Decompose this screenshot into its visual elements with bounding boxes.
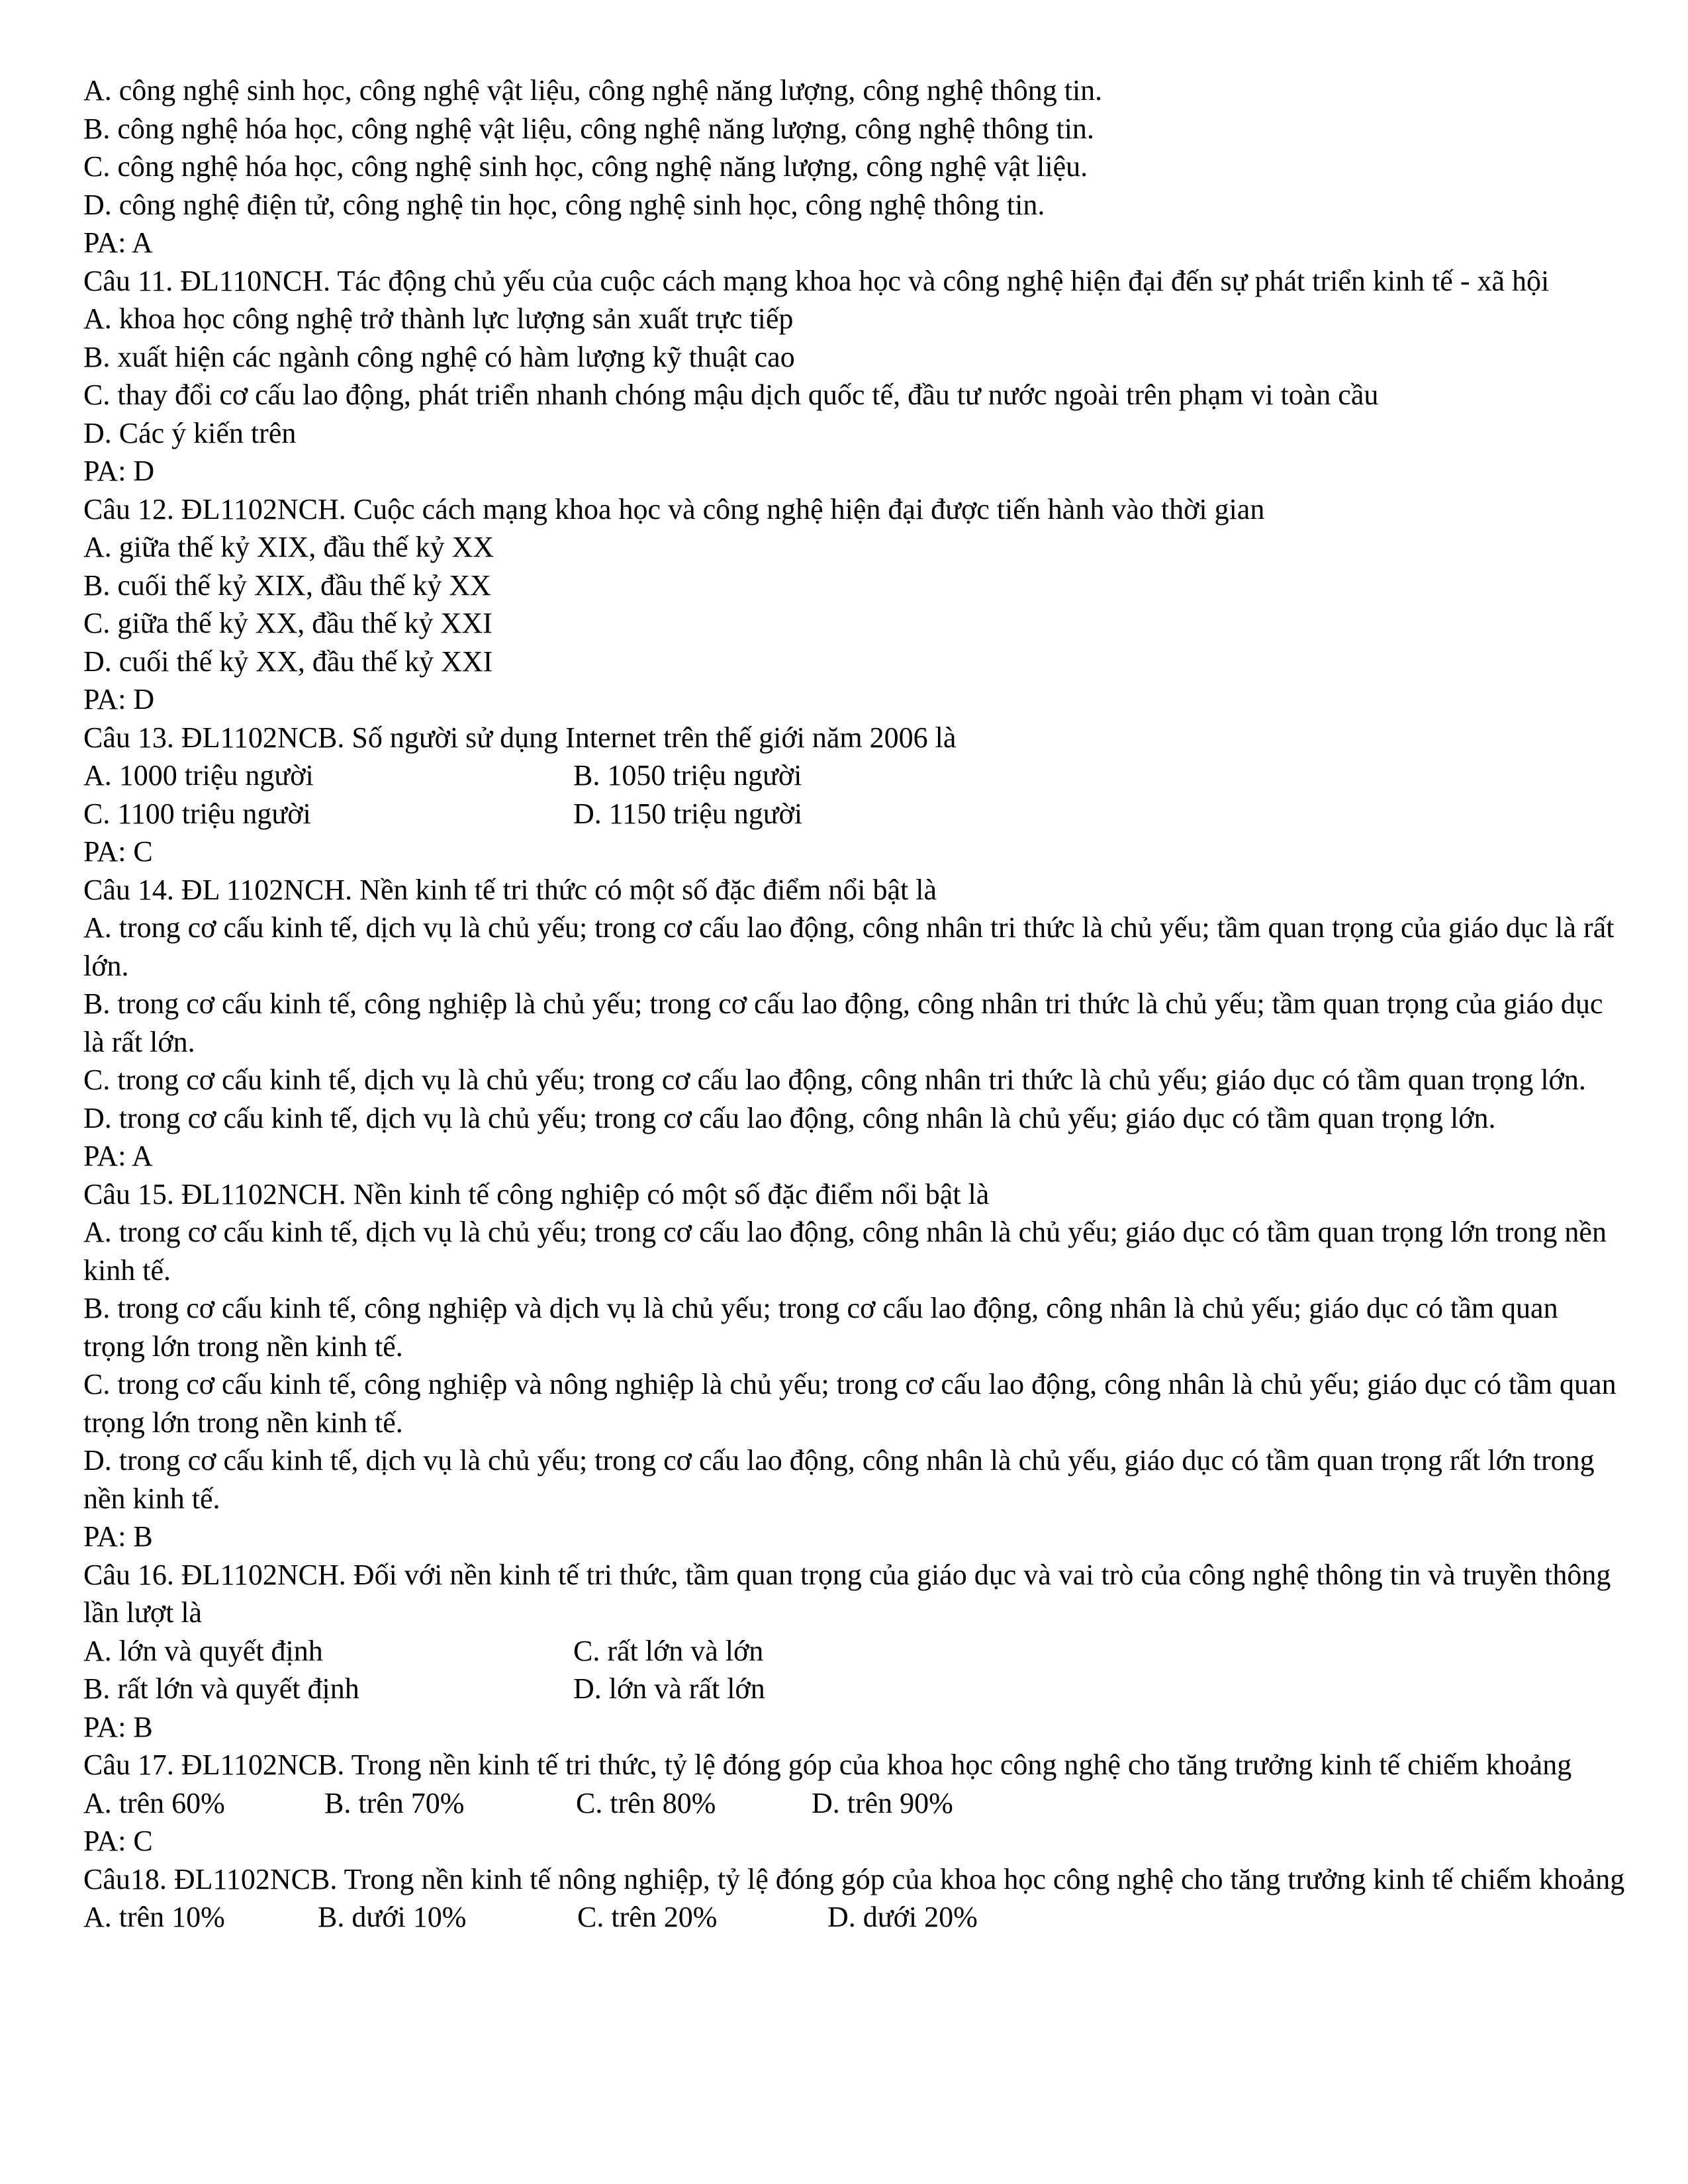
question-text: Câu 17. ĐL1102NCB. Trong nền kinh tế tri thức, tỷ lệ đóng góp của khoa học công nghệ cho tăng trưởng kinh tế chiếm khoảng [83,1749,1572,1781]
option-d: D. trên 90% [812,1786,953,1819]
question-17 [83,1746,1626,1860]
options-row [83,1784,1626,1823]
document-page [83,71,1626,1936]
option-b: B. công nghệ hóa học, công nghệ vật liệu, công nghệ năng lượng, công nghệ thông tin. [83,112,1094,145]
option-b: B. dưới 10% [318,1901,467,1933]
question-13 [83,719,1626,871]
option-a: A. trong cơ cấu kinh tế, dịch vụ là chủ yếu; trong cơ cấu lao động, công nhân tri thức là chủ yếu; tầm quan trọng của giáo dục là rất lớn. [83,911,1615,982]
question-12 [83,490,1626,719]
option-c: C. trong cơ cấu kinh tế, công nghiệp và nông nghiệp là chủ yếu; trong cơ cấu lao động, công nhân là chủ yếu; giáo dục có tầm quan trọng lớn trong nền kinh tế. [83,1368,1617,1439]
option-c: C. giữa thế kỷ XX, đầu thế kỷ XXI [83,607,492,639]
option-b: B. trong cơ cấu kinh tế, công nghiệp là chủ yếu; trong cơ cấu lao động, công nhân tri thức là chủ yếu; tầm quan trọng của giáo dục là rất lớn. [83,987,1603,1058]
question-text: Câu 16. ĐL1102NCH. Đối với nền kinh tế tri thức, tầm quan trọng của giáo dục và vai trò của công nghệ thông tin và truyền thông lần lượt là [83,1558,1611,1629]
question-text: Câu 11. ĐL110NCH. Tác động chủ yếu của cuộc cách mạng khoa học và công nghệ hiện đại đến sự phát triển kinh tế - xã hội [83,264,1550,297]
options-row-1 [83,756,1626,795]
option-a: A. trong cơ cấu kinh tế, dịch vụ là chủ yếu; trong cơ cấu lao động, công nhân là chủ yếu; giáo dục có tầm quan trọng lớn trong nền kinh tế. [83,1216,1607,1287]
question-14 [83,871,1626,1175]
option-d: D. công nghệ điện tử, công nghệ tin học, công nghệ sinh học, công nghệ thông tin. [83,188,1045,221]
answer-key: PA: B [83,1710,153,1743]
option-c: C. trên 80% [576,1786,716,1819]
option-d: D. lớn và rất lớn [573,1672,765,1705]
answer-key: PA: D [83,455,155,487]
option-d: D. trong cơ cấu kinh tế, dịch vụ là chủ yếu; trong cơ cấu lao động, công nhân là chủ yếu, giáo dục có tầm quan trọng rất lớn trong nền kinh tế. [83,1444,1595,1515]
option-b: B. trong cơ cấu kinh tế, công nghiệp và dịch vụ là chủ yếu; trong cơ cấu lao động, công nhân là chủ yếu; giáo dục có tầm quan trọng lớn trong nền kinh tế. [83,1292,1558,1363]
option-b: B. 1050 triệu người [573,759,802,792]
option-c: C. trên 20% [577,1901,718,1933]
option-a: A. 1000 triệu người [83,759,314,792]
question-text: Câu 14. ĐL 1102NCH. Nền kinh tế tri thức có một số đặc điểm nổi bật là [83,873,937,906]
option-c: C. rất lớn và lớn [573,1634,764,1667]
answer-key: PA: C [83,1825,153,1857]
option-b: B. xuất hiện các ngành công nghệ có hàm lượng kỹ thuật cao [83,340,795,373]
option-a: A. trên 10% [83,1901,225,1933]
answer-key: PA: A [83,1140,153,1172]
option-a: A. công nghệ sinh học, công nghệ vật liệu, công nghệ năng lượng, công nghệ thông tin. [83,74,1103,107]
options-row [83,1898,1626,1936]
option-d: D. cuối thế kỷ XX, đầu thế kỷ XXI [83,645,493,678]
option-c: C. 1100 triệu người [83,797,311,830]
option-c: C. trong cơ cấu kinh tế, dịch vụ là chủ yếu; trong cơ cấu lao động, công nhân tri thức là chủ yếu; giáo dục có tầm quan trọng lớn. [83,1064,1586,1096]
option-b: B. trên 70% [324,1786,465,1819]
option-d: D. dưới 20% [827,1901,978,1933]
option-a: A. trên 60% [83,1786,225,1819]
option-d: D. Các ý kiến trên [83,416,297,449]
option-a: A. lớn và quyết định [83,1634,323,1667]
option-c: C. công nghệ hóa học, công nghệ sinh học, công nghệ năng lượng, công nghệ vật liệu. [83,150,1088,183]
options-row-2 [83,795,1626,833]
answer-key: PA: A [83,226,153,259]
question-text: Câu 13. ĐL1102NCB. Số người sử dụng Internet trên thế giới năm 2006 là [83,721,957,754]
question-18 [83,1860,1626,1936]
option-d: D. 1150 triệu người [573,797,803,830]
question-11 [83,262,1626,490]
option-a: A. khoa học công nghệ trở thành lực lượng sản xuất trực tiếp [83,302,794,335]
option-c: C. thay đổi cơ cấu lao động, phát triển nhanh chóng mậu dịch quốc tế, đầu tư nước ngoài trên phạm vi toàn cầu [83,379,1379,411]
answer-key: PA: B [83,1520,153,1553]
question-text: Câu18. ĐL1102NCB. Trong nền kinh tế nông nghiệp, tỷ lệ đóng góp của khoa học công nghệ cho tăng trưởng kinh tế chiếm khoảng [83,1862,1625,1895]
option-b: B. rất lớn và quyết định [83,1672,359,1705]
options-row-2 [83,1670,1626,1708]
question-16 [83,1556,1626,1747]
question-10 [83,71,1626,262]
question-text: Câu 12. ĐL1102NCH. Cuộc cách mạng khoa học và công nghệ hiện đại được tiến hành vào thời gian [83,492,1265,525]
question-15 [83,1175,1626,1556]
option-d: D. trong cơ cấu kinh tế, dịch vụ là chủ yếu; trong cơ cấu lao động, công nhân là chủ yếu; giáo dục có tầm quan trọng lớn. [83,1101,1496,1134]
option-b: B. cuối thế kỷ XIX, đầu thế kỷ XX [83,569,491,602]
option-a: A. giữa thế kỷ XIX, đầu thế kỷ XX [83,531,494,563]
question-text: Câu 15. ĐL1102NCH. Nền kinh tế công nghiệp có một số đặc điểm nổi bật là [83,1177,990,1210]
answer-key: PA: C [83,835,153,868]
options-row-1 [83,1632,1626,1670]
answer-key: PA: D [83,683,155,715]
